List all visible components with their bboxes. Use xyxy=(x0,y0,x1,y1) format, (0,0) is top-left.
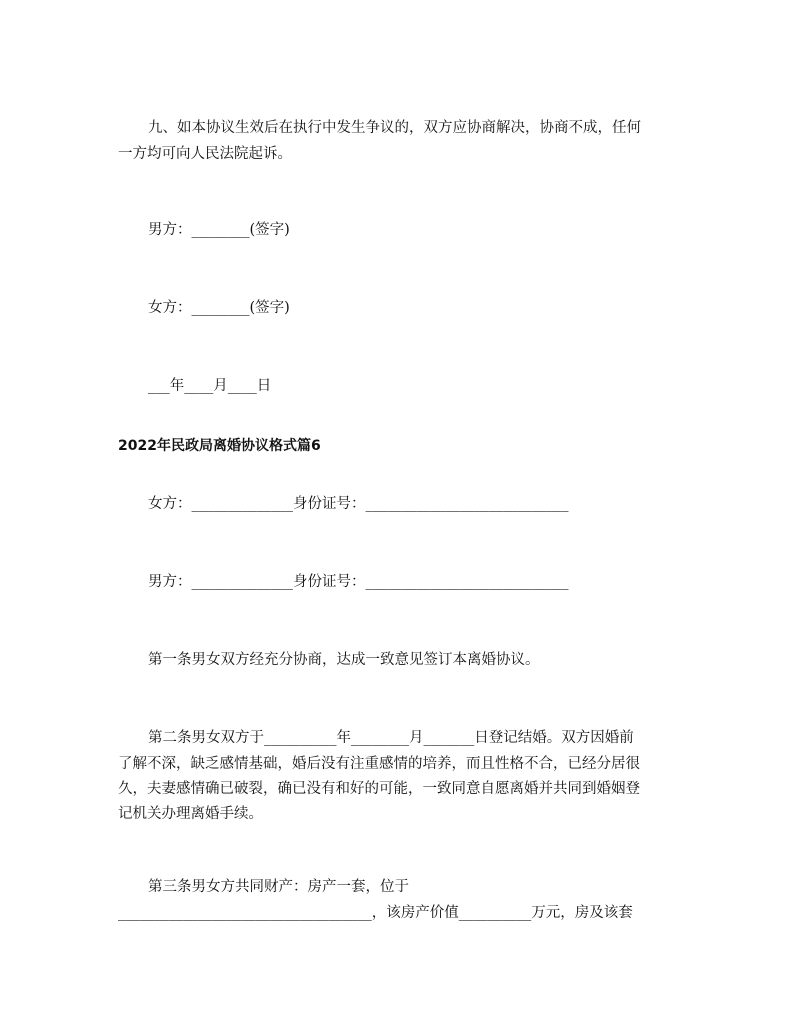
female-signature-line: 女方：________(签字) xyxy=(148,300,290,316)
article2-line4: 记机关办理离婚手续。 xyxy=(118,806,263,822)
female-id-line: 女方：______________身份证号：____________________________ xyxy=(148,496,569,512)
male-signature-line: 男方：________(签字) xyxy=(148,222,290,238)
article3-line1: 第三条男女方共同财产：房产一套，位于 xyxy=(148,879,409,895)
article2-line2: 了解不深，缺乏感情基础，婚后没有注重感情的培养，而且性格不合，已经分居很 xyxy=(118,756,640,772)
article3-line2: ___________________________________，该房产价值__________万元，房及该套 xyxy=(118,905,633,921)
article2-line3: 久，夫妻感情确已破裂，确已没有和好的可能，一致同意自愿离婚并共同到婚姻登 xyxy=(118,781,640,797)
date-line: ___年____月____日 xyxy=(148,378,272,394)
clause9-line1: 九、如本协议生效后在执行中发生争议的，双方应协商解决，协商不成，任何 xyxy=(148,120,641,136)
article1: 第一条男女双方经充分协商，达成一致意见签订本离婚协议。 xyxy=(148,652,540,668)
male-id-line: 男方：______________身份证号：____________________________ xyxy=(148,574,569,590)
clause9-line2: 一方均可向人民法院起诉。 xyxy=(118,146,292,162)
article2-line1: 第二条男女双方于__________年________月_______日登记结婚。双方因婚前 xyxy=(148,730,634,746)
section-heading: 2022年民政局离婚协议格式篇6 xyxy=(118,438,321,454)
